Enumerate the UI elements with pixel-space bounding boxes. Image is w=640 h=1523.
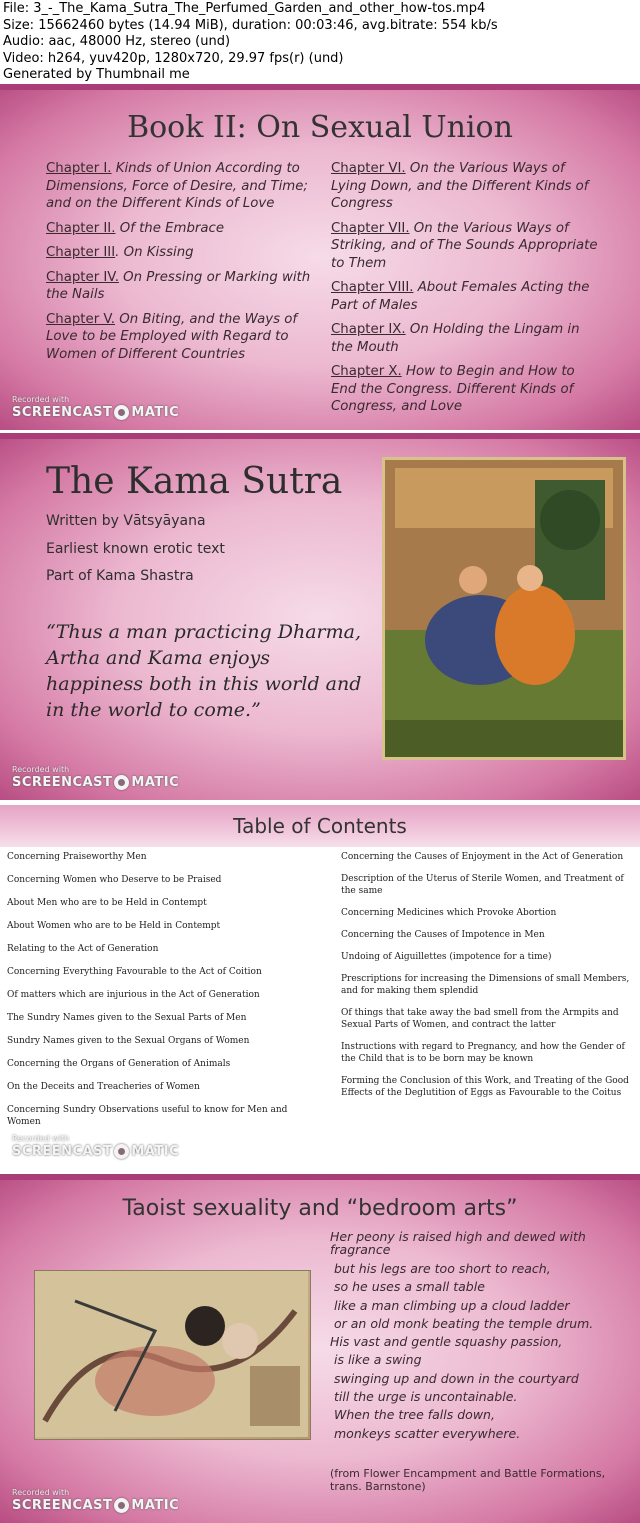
slide-title: Table of Contents (233, 814, 407, 838)
poem-line: but his legs are too short to reach, (334, 1261, 551, 1276)
chapter-label: Chapter II. (46, 220, 116, 236)
toc-item: Undoing of Aiguillettes (impotence for a time) (341, 952, 552, 962)
poem-text (330, 1230, 620, 1443)
chapter-item (331, 363, 601, 416)
record-dot-icon (114, 775, 129, 790)
toc-item: Relating to the Act of Generation (7, 944, 159, 954)
toc-item: Description of the Uterus of Sterile Women, and Treatment of the same (341, 874, 624, 896)
watermark-small: Recorded with (12, 765, 70, 774)
audio-line: Audio: aac, 48000 Hz, stereo (und) (3, 34, 231, 49)
fact-line: Earliest known erotic text (46, 541, 225, 557)
slide-title: Taoist sexuality and “bedroom arts” (122, 1196, 518, 1221)
screencast-watermark (12, 1488, 179, 1513)
chapter-label: Chapter IV. (46, 269, 119, 285)
chapter-item (331, 321, 601, 356)
chapter-item (46, 269, 311, 304)
toc-item: About Men who are to be Held in Contempt (7, 898, 207, 908)
print-illustration (35, 1271, 308, 1437)
watermark-small: Recorded with (12, 395, 70, 404)
toc-item: Instructions with regard to Pregnancy, and how the Gender of the Child that is to be born may be known (341, 1042, 625, 1064)
chapter-label: Chapter I. (46, 161, 112, 176)
watermark-pre: SCREENCAST (12, 405, 113, 420)
frame-top-bar (0, 84, 640, 90)
chapter-text: On Holding the Lingam in the Mouth (331, 322, 580, 355)
chapter-item (331, 160, 601, 213)
toc-item: Concerning the Organs of Generation of Animals (7, 1059, 231, 1069)
screencast-watermark (12, 1134, 179, 1159)
toc-item: Of things that take away the bad smell from the Armpits and Sexual Parts of Women, and contract the latter (341, 1008, 619, 1030)
toc-item: Concerning Everything Favourable to the Act of Coition (7, 967, 262, 977)
chapter-item (331, 220, 601, 273)
toc-item: On the Deceits and Treacheries of Women (7, 1082, 200, 1092)
chapter-item (46, 244, 311, 262)
chapter-text: . On Kissing (115, 245, 194, 260)
screencast-watermark (12, 765, 179, 790)
file-line: File: 3_-_The_Kama_Sutra_The_Perfumed_Garden_and_other_how-tos.mp4 (3, 1, 486, 16)
thumbnail-frame-book-ii (0, 84, 640, 430)
toc-item: About Women who are to be Held in Contempt (7, 921, 221, 931)
poem-line: swinging up and down in the courtyard (334, 1370, 579, 1386)
chapter-item (46, 220, 311, 238)
toc-item: Concerning Sundry Observations useful to know for Men and Women (7, 1105, 288, 1127)
toc-column-right (341, 851, 636, 1109)
chapter-item (46, 160, 311, 213)
chapter-label: Chapter III (46, 245, 116, 260)
chapter-label: Chapter V. (46, 311, 115, 327)
toc-item: Concerning the Causes of Impotence in Men (341, 930, 545, 940)
miniature-painting-image (382, 457, 626, 760)
chapter-text: How to Begin and How to End the Congress. Different Kinds of Congress, and Love (331, 364, 575, 414)
slide-title: The Kama Sutra (46, 461, 343, 502)
frame-top-bar (0, 1174, 640, 1180)
chapter-text: Kinds of Union According to Dimensions, Force of Desire, and Time; and on the Different Kinds of Love (46, 161, 308, 211)
chapter-text: On Biting, and the Ways of Love to be Employed with Regard to Women of Different Countries (46, 311, 298, 362)
generator-line: Generated by Thumbnail me (3, 67, 190, 82)
chapter-text: Of the Embrace (115, 220, 225, 236)
watermark-post: MATIC (131, 405, 180, 420)
poem-line: When the tree falls down, (334, 1407, 495, 1423)
thumbnail-frame-taoist (0, 1174, 640, 1523)
watermark-pre: SCREENCAST (12, 775, 113, 790)
poem-line: His vast and gentle squashy passion, (330, 1334, 563, 1350)
size-line: Size: 15662460 bytes (14.94 MiB), duration: 00:03:46, avg.bitrate: 554 kb/s (3, 17, 498, 33)
chapter-text: On the Various Ways of Lying Down, and the Different Kinds of Congress (331, 161, 589, 211)
chapter-text: On the Various Ways of Striking, and of The Sounds Appropriate to Them (331, 220, 598, 271)
watermark-small: Recorded with (12, 1134, 70, 1143)
watermark-post: MATIC (131, 1144, 180, 1159)
poem-line: Her peony is raised high and dewed with fragrance (330, 1229, 586, 1257)
chapter-label: Chapter VII. (331, 220, 410, 236)
video-line: Video: h264, yuv420p, 1280x720, 29.97 fps(r) (und) (3, 50, 344, 66)
fact-line: Part of Kama Shastra (46, 568, 194, 584)
watermark-pre: SCREENCAST (12, 1498, 113, 1513)
toc-item: Concerning Praiseworthy Men (7, 852, 147, 862)
poem-line: monkeys scatter everywhere. (334, 1425, 521, 1441)
video-info-header (0, 0, 640, 84)
thumbnail-frame-table-of-contents (0, 805, 640, 1169)
watermark-pre: SCREENCAST (12, 1144, 113, 1159)
chapter-item (331, 279, 601, 314)
toc-item: Concerning the Causes of Enjoyment in the Act of Generation (341, 852, 624, 862)
slide-title: Book II: On Sexual Union (127, 110, 513, 145)
poem-line: so he uses a small table (334, 1279, 485, 1295)
poem-line: like a man climbing up a cloud ladder (334, 1297, 570, 1313)
slide-quote: “Thus a man practicing Dharma, Artha and Kama enjoys happiness both in this world and in the world to come.” (46, 621, 362, 721)
chapter-label: Chapter X. (331, 364, 402, 379)
toc-item: Prescriptions for increasing the Dimensions of small Members, and for making them splendid (341, 974, 630, 996)
record-dot-icon (114, 405, 129, 420)
poem-line: is like a swing (334, 1352, 422, 1368)
fact-line: Written by Vātsyāyana (46, 513, 206, 529)
chapter-column-right (331, 160, 601, 423)
chapter-label: Chapter VIII. (331, 280, 414, 295)
record-dot-icon (114, 1498, 129, 1513)
toc-item: Concerning Medicines which Provoke Abortion (341, 908, 557, 918)
watermark-post: MATIC (131, 1498, 180, 1513)
toc-item: Of matters which are injurious in the Act of Generation (7, 990, 260, 1000)
poem-line: or an old monk beating the temple drum. (334, 1315, 594, 1331)
chapter-text: On Pressing or Marking with the Nails (46, 269, 311, 302)
thumbnail-frame-kama-sutra (0, 433, 640, 800)
chapter-text: About Females Acting the Part of Males (331, 280, 590, 313)
poem-line: till the urge is uncontainable. (334, 1389, 518, 1405)
woodblock-print-image (34, 1270, 311, 1440)
poem-source: (from Flower Encampment and Battle Formations, trans. Barnstone) (330, 1467, 606, 1493)
painting-illustration (385, 460, 623, 757)
chapter-label: Chapter VI. (331, 161, 406, 176)
toc-item: The Sundry Names given to the Sexual Parts of Men (7, 1013, 247, 1023)
toc-item: Concerning Women who Deserve to be Praised (7, 875, 222, 885)
chapter-column-left (46, 160, 311, 370)
frame-top-bar (0, 433, 640, 439)
toc-column-left (7, 851, 307, 1139)
chapter-label: Chapter IX. (331, 322, 406, 337)
watermark-post: MATIC (131, 775, 180, 790)
record-dot-icon (114, 1144, 129, 1159)
toc-item: Forming the Conclusion of this Work, and Treating of the Good Effects of the Deglutition of Eggs as Favourable to the Coitus (341, 1076, 629, 1098)
watermark-small: Recorded with (12, 1488, 70, 1497)
chapter-item (46, 311, 311, 364)
screencast-watermark (12, 395, 179, 420)
toc-item: Sundry Names given to the Sexual Organs of Women (7, 1036, 250, 1046)
